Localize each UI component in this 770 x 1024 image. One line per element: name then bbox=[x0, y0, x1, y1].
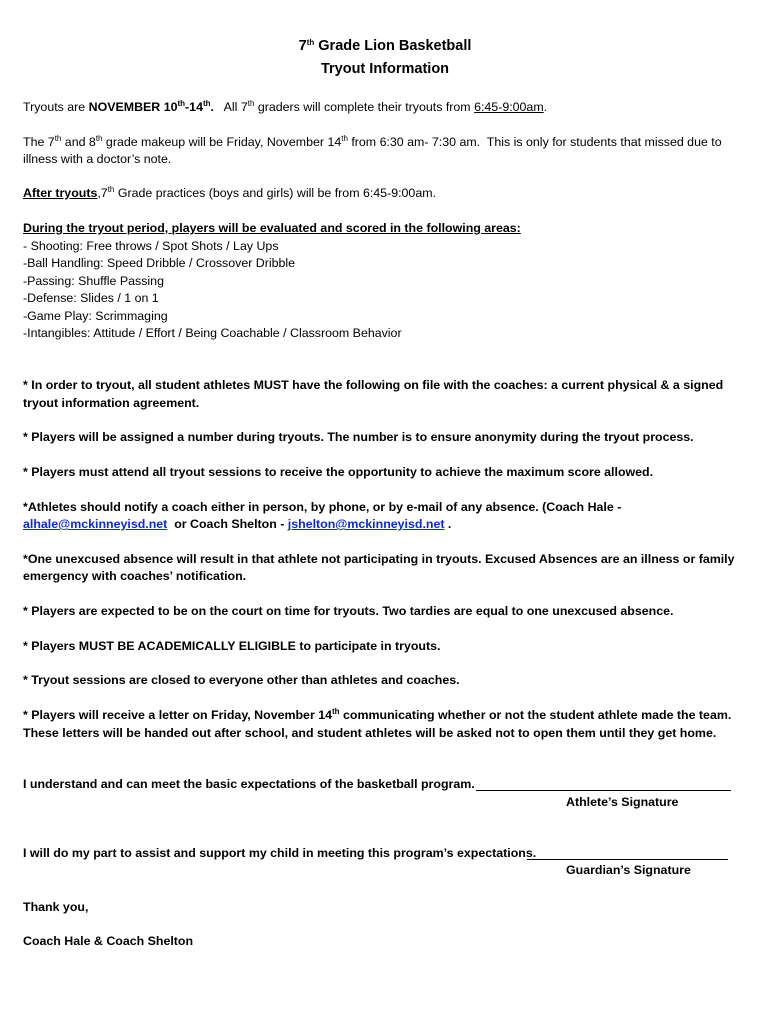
rule-tardies: * Players are expected to be on the court on time for tryouts. Two tardies are equal to one unexcused absence. bbox=[23, 604, 674, 618]
rule-absence-line-2: emergency with coaches’ notification. bbox=[23, 569, 247, 583]
evaluation-item: -Game Play: Scrimmaging bbox=[23, 309, 168, 323]
rule-absence-line-1: *One unexcused absence will result in that athlete not participating in tryouts. Excused Absences are an illness or family bbox=[23, 552, 735, 566]
evaluation-item: -Ball Handling: Speed Dribble / Crossover Dribble bbox=[23, 256, 296, 270]
rule-letter-line-1: * Players will receive a letter on Friday, November 14th communicating whether or not the student athlete made the team. bbox=[23, 707, 732, 722]
rule-physical-line-1: * In order to tryout, all student athletes MUST have the following on file with the coaches: a current physical & a signed bbox=[23, 378, 724, 392]
athlete-signature-line[interactable] bbox=[476, 776, 731, 794]
makeup-line-1: The 7th and 8th grade makeup will be Friday, November 14th from 6:30 am- 7:30 am. This is only for students that missed due to bbox=[23, 134, 722, 149]
evaluation-item: -Passing: Shuffle Passing bbox=[23, 274, 164, 288]
document-title: 7th Grade Lion Basketball bbox=[298, 38, 472, 54]
guardian-signature-label: Guardian’s Signature bbox=[566, 863, 691, 877]
document-subtitle: Tryout Information bbox=[320, 61, 450, 77]
athlete-signature-label: Athlete’s Signature bbox=[566, 795, 679, 809]
evaluation-item: - Shooting: Free throws / Spot Shots / Lay Ups bbox=[23, 239, 279, 253]
guardian-signature-line[interactable] bbox=[527, 845, 728, 863]
athlete-statement: I understand and can meet the basic expectations of the basketball program. bbox=[23, 777, 475, 791]
tryout-time: 6:45-9:00am bbox=[474, 100, 544, 114]
evaluation-item: -Intangibles: Attitude / Effort / Being Coachable / Classroom Behavior bbox=[23, 326, 402, 340]
closing-signoff: Coach Hale & Coach Shelton bbox=[23, 934, 194, 948]
rule-eligibility: * Players MUST BE ACADEMICALLY ELIGIBLE to participate in tryouts. bbox=[23, 639, 441, 653]
tryout-dates-line: Tryouts are NOVEMBER 10th-14th. All 7th graders will complete their tryouts from 6:45-9:00am. bbox=[23, 99, 548, 114]
closing-thanks: Thank you, bbox=[23, 900, 89, 914]
email-link-shelton[interactable]: jshelton@mckinneyisd.net bbox=[287, 517, 445, 531]
rule-number: * Players will be assigned a number during tryouts. The number is to ensure anonymity during the tryout process. bbox=[23, 430, 694, 444]
guardian-statement: I will do my part to assist and support my child in meeting this program’s expectations. bbox=[23, 846, 537, 860]
after-tryouts-line: After tryouts,7th Grade practices (boys and girls) will be from 6:45-9:00am. bbox=[23, 185, 436, 200]
rule-notify-line-1: *Athletes should notify a coach either in person, by phone, or by e-mail of any absence. (Coach Hale - bbox=[23, 500, 622, 514]
evaluation-heading: During the tryout period, players will be evaluated and scored in the following areas: bbox=[23, 221, 521, 235]
rule-closed-sessions: * Tryout sessions are closed to everyone other than athletes and coaches. bbox=[23, 673, 460, 687]
makeup-line-2: illness with a doctor’s note. bbox=[23, 152, 172, 166]
rule-letter-line-2: These letters will be handed out after school, and student athletes will be asked not to open them until they get home. bbox=[23, 726, 717, 740]
rule-notify-line-2: alhale@mckinneyisd.net or Coach Shelton - jshelton@mckinneyisd.net . bbox=[23, 517, 452, 531]
email-link-hale[interactable]: alhale@mckinneyisd.net bbox=[23, 517, 168, 531]
rule-physical-line-2: tryout information agreement. bbox=[23, 396, 200, 410]
evaluation-item: -Defense: Slides / 1 on 1 bbox=[23, 291, 159, 305]
rule-attendance: * Players must attend all tryout sessions to receive the opportunity to achieve the maximum score allowed. bbox=[23, 465, 654, 479]
